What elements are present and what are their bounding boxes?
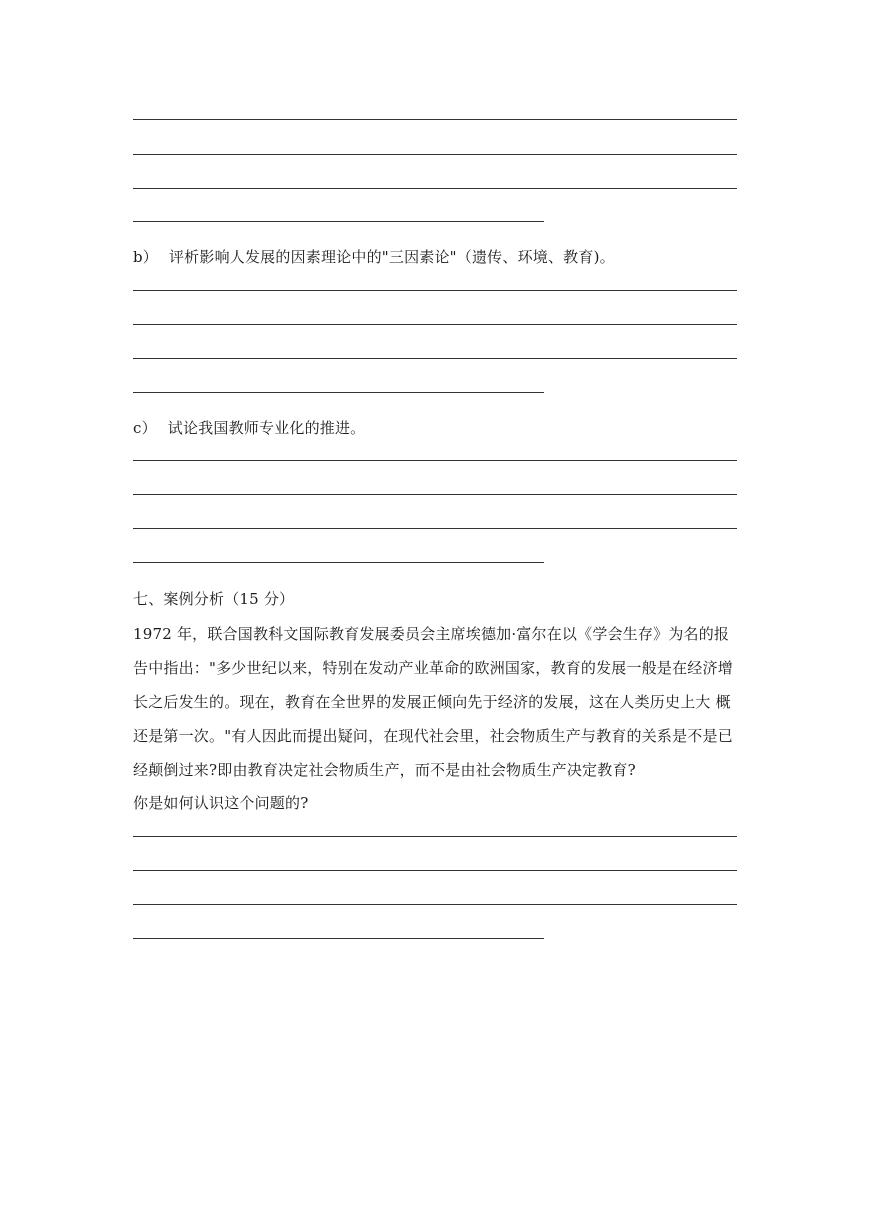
answer-line xyxy=(133,494,737,495)
answer-line xyxy=(133,938,544,939)
answer-line xyxy=(133,119,737,120)
answer-line xyxy=(133,836,737,837)
case-paragraph-line: 还是第一次。"有人因此而提出疑问，在现代社会里，社会物质生产与教育的关系是不是已 xyxy=(133,727,733,745)
answer-line xyxy=(133,562,544,563)
section-heading: 七、案例分析（15 分） xyxy=(133,590,295,608)
question-b xyxy=(133,247,615,267)
question-c xyxy=(133,418,365,438)
answer-line xyxy=(133,904,737,905)
question-c-prompt: 试论我国教师专业化的推进。 xyxy=(167,419,366,437)
case-paragraph-line: 长之后发生的。现在，教育在全世界的发展正倾向先于经济的发展，这在人类历史上大 概 xyxy=(133,693,731,711)
case-paragraph-line: 告中指出："多少世纪以来，特别在发动产业革命的欧洲国家，教育的发展一般是在经济增 xyxy=(133,659,733,677)
answer-line xyxy=(133,528,737,529)
answer-line xyxy=(133,154,737,155)
question-c-label: c） xyxy=(133,419,157,437)
answer-line xyxy=(133,392,544,393)
case-paragraph-line: 经颠倒过来?即由教育决定社会物质生产，而不是由社会物质生产决定教育? xyxy=(133,761,636,779)
answer-line xyxy=(133,324,737,325)
case-question: 你是如何认识这个问题的? xyxy=(133,794,309,812)
answer-line xyxy=(133,460,737,461)
answer-line xyxy=(133,870,737,871)
question-b-prompt: 评析影响人发展的因素理论中的"三因素论"（遗传、环境、教育)。 xyxy=(168,248,615,266)
answer-line xyxy=(133,188,737,189)
case-paragraph-line: 1972 年，联合国教科文国际教育发展委员会主席埃德加·富尔在以《学会生存》为名的报 xyxy=(133,625,730,643)
answer-line xyxy=(133,290,737,291)
answer-line xyxy=(133,358,737,359)
answer-line xyxy=(133,221,544,222)
question-b-label: b） xyxy=(133,248,159,266)
